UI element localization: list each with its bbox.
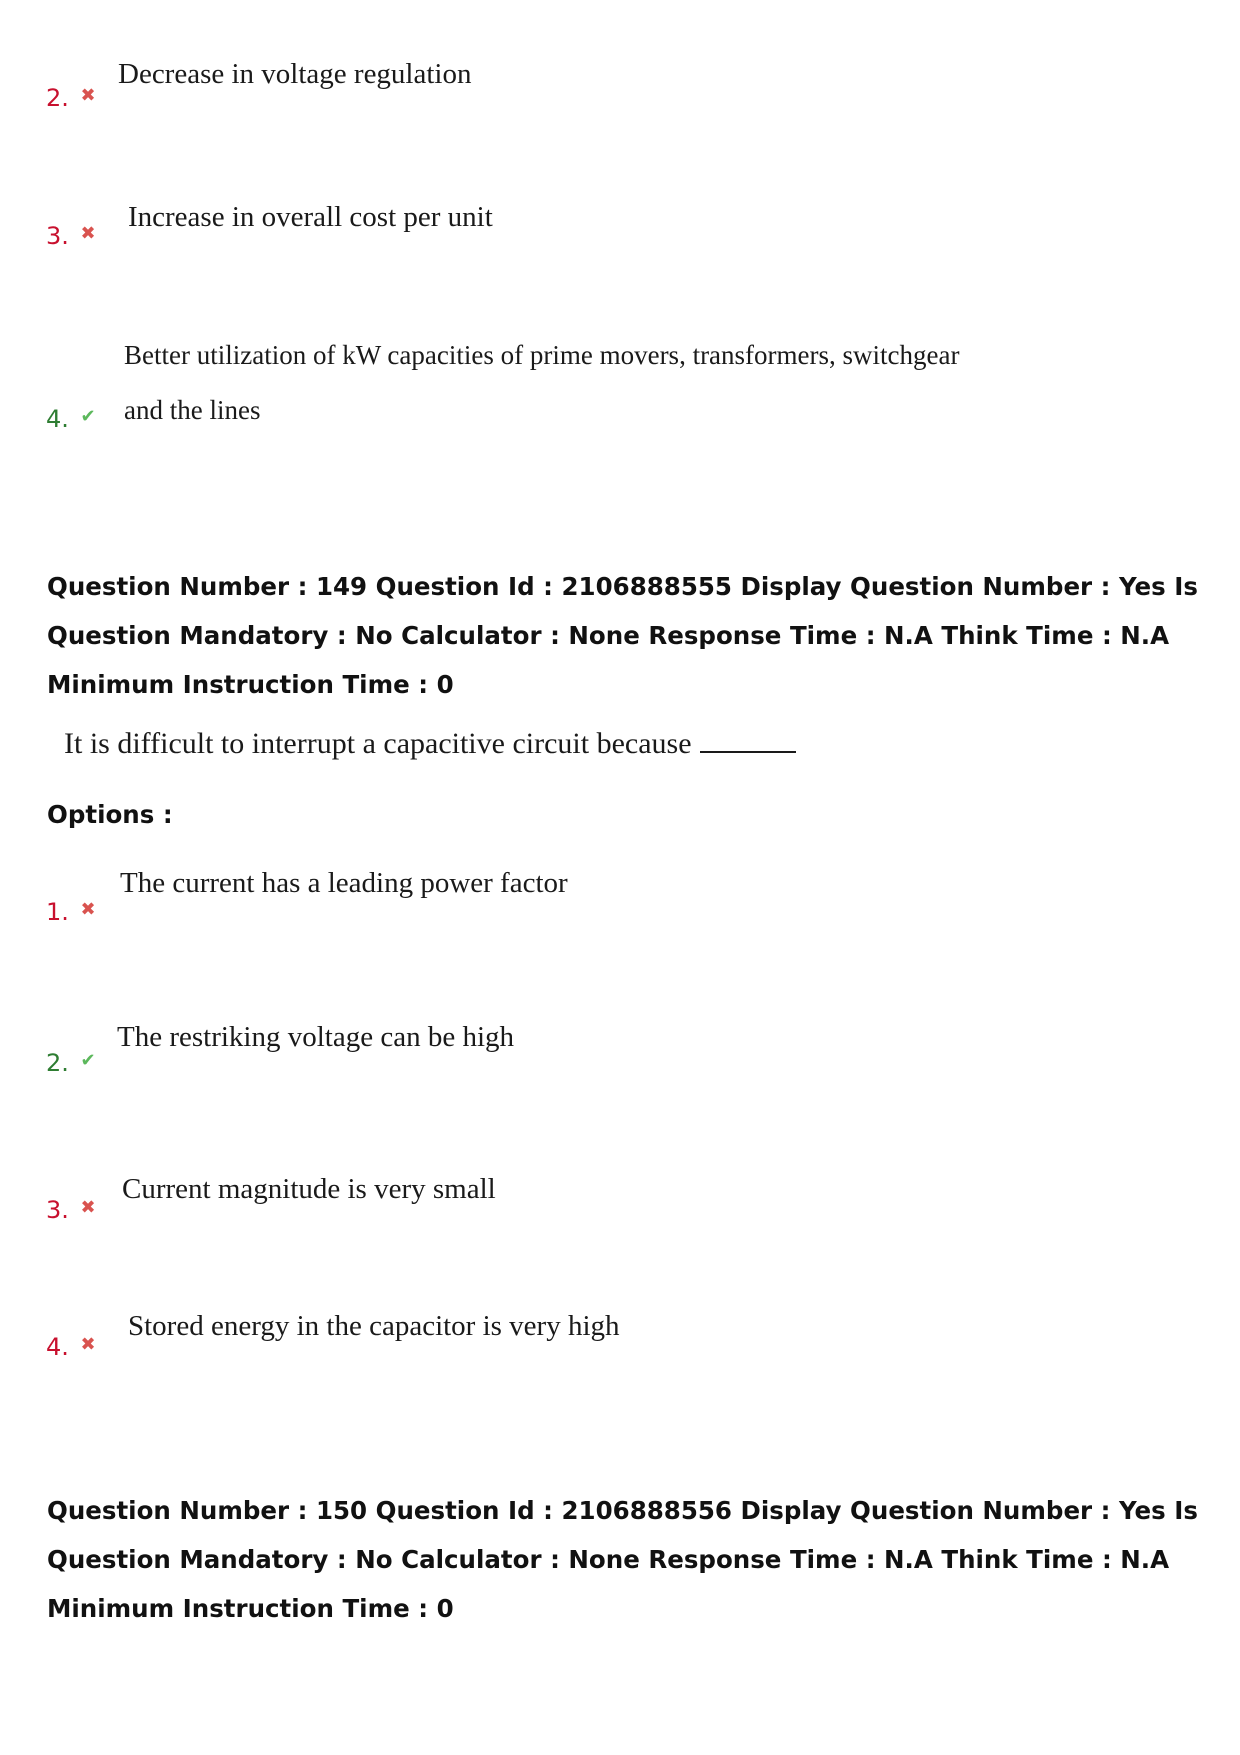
option-2-prev bbox=[46, 84, 100, 112]
option-text-line2: and the lines bbox=[124, 395, 261, 425]
option-4-prev bbox=[46, 405, 100, 433]
cross-icon: ✖ bbox=[80, 223, 96, 244]
question-text: It is difficult to interrupt a capacitive circuit because bbox=[64, 727, 692, 760]
cross-icon: ✖ bbox=[80, 85, 96, 106]
option-number: 4. bbox=[46, 1333, 69, 1361]
option-number: 4. bbox=[46, 405, 69, 433]
cross-icon: ✖ bbox=[80, 1334, 96, 1355]
check-icon: ✔ bbox=[80, 1050, 96, 1071]
q149-option-1 bbox=[46, 898, 100, 926]
option-number: 3. bbox=[46, 1196, 69, 1224]
q149-option-2 bbox=[46, 1049, 100, 1077]
option-number: 2. bbox=[46, 84, 69, 112]
question-149-text bbox=[64, 727, 796, 761]
option-text: Stored energy in the capacitor is very high bbox=[128, 1310, 620, 1342]
cross-icon: ✖ bbox=[80, 1197, 96, 1218]
check-icon: ✔ bbox=[80, 406, 96, 427]
question-149-meta: Question Number : 149 Question Id : 2106888555 Display Question Number : Yes Is Question Mandatory : No Calculator : None Response Time : N.A Think Time : N.A Minimum Instruction Time : 0 bbox=[47, 572, 1198, 699]
options-label: Options : bbox=[47, 800, 173, 829]
question-150-meta: Question Number : 150 Question Id : 2106888556 Display Question Number : Yes Is Question Mandatory : No Calculator : None Response Time : N.A Think Time : N.A Minimum Instruction Time : 0 bbox=[47, 1496, 1198, 1623]
option-text: Increase in overall cost per unit bbox=[128, 201, 493, 233]
option-number: 1. bbox=[46, 898, 69, 926]
option-number: 2. bbox=[46, 1049, 69, 1077]
q149-option-3 bbox=[46, 1196, 100, 1224]
option-text: The restriking voltage can be high bbox=[117, 1021, 515, 1053]
option-text: The current has a leading power factor bbox=[120, 867, 568, 899]
option-text-line1: Better utilization of kW capacities of prime movers, transformers, switchgear bbox=[124, 340, 960, 370]
cross-icon: ✖ bbox=[80, 899, 96, 920]
option-number: 3. bbox=[46, 222, 69, 250]
answer-blank bbox=[700, 733, 796, 753]
option-3-prev bbox=[46, 222, 100, 250]
option-text: Current magnitude is very small bbox=[122, 1173, 496, 1205]
q149-option-4 bbox=[46, 1333, 100, 1361]
option-text: Decrease in voltage regulation bbox=[118, 58, 472, 90]
